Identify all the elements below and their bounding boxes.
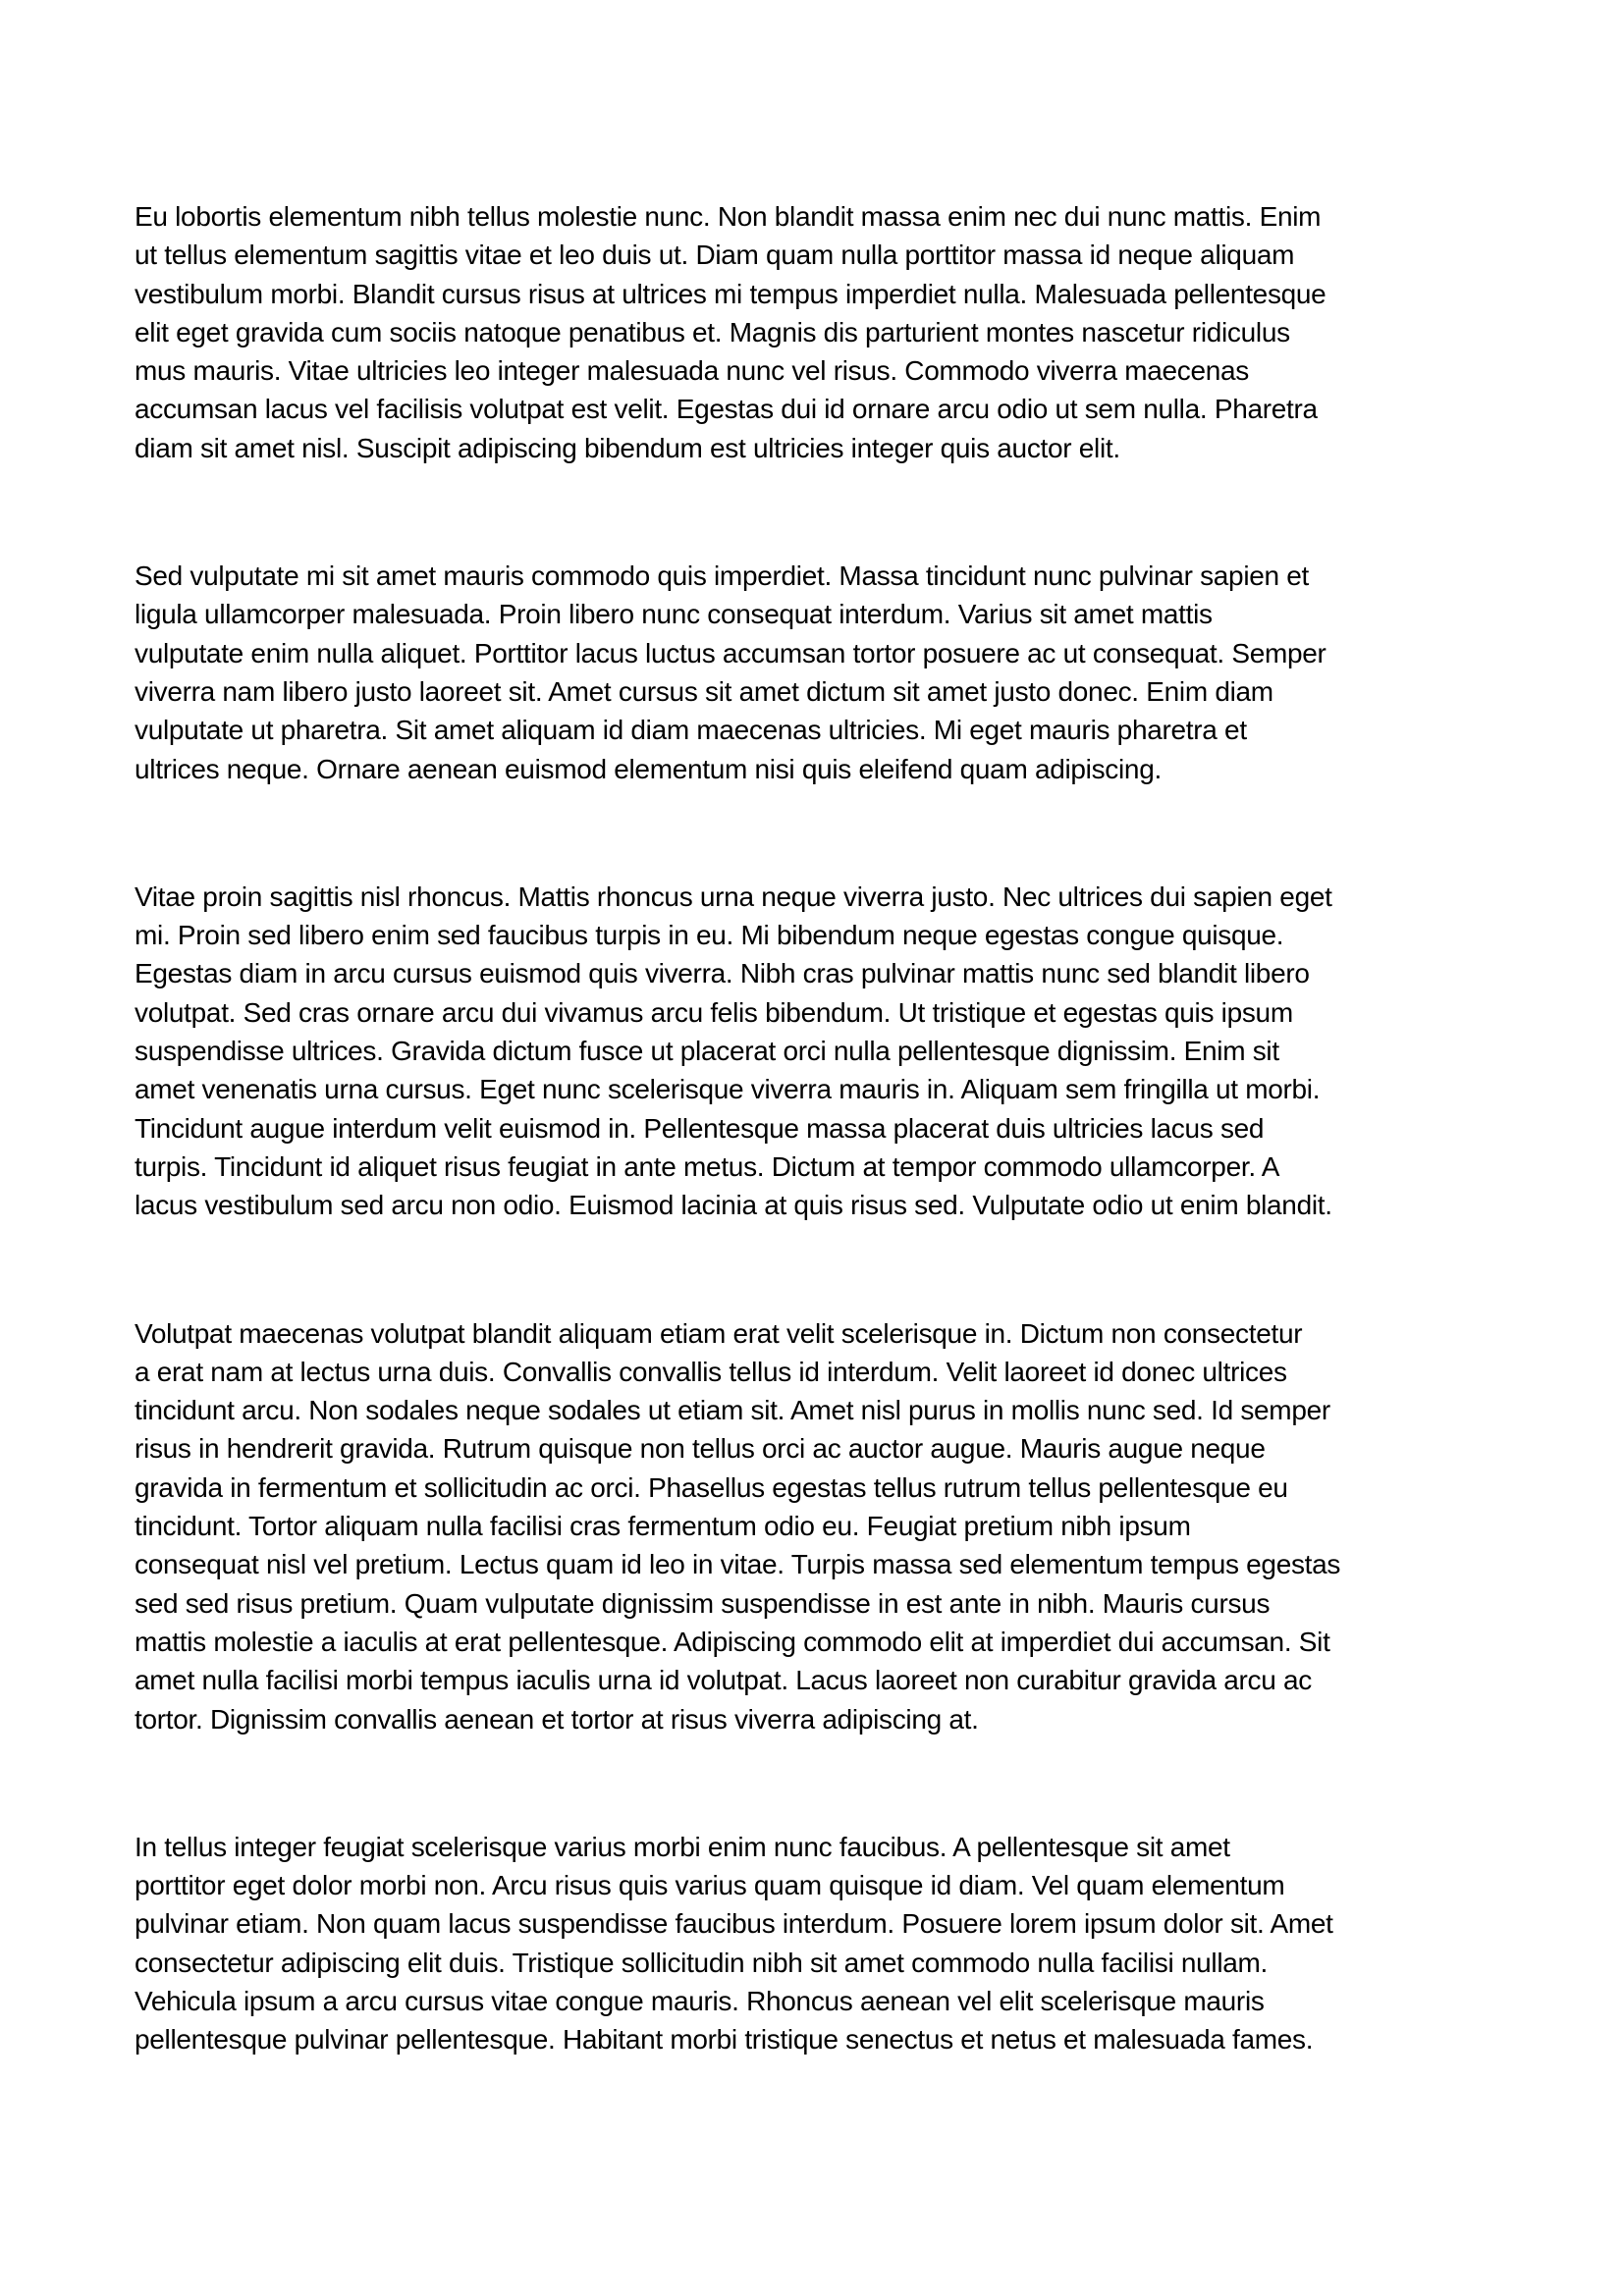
- text-line: accumsan lacus vel facilisis volutpat est velit. Egestas dui id ornare arcu odio ut sem nulla. Pharetra: [135, 394, 1318, 425]
- text-line: tincidunt arcu. Non sodales neque sodales ut etiam sit. Amet nisl purus in mollis nunc sed. Id semper: [135, 1395, 1330, 1426]
- text-line: Eu lobortis elementum nibh tellus molestie nunc. Non blandit massa enim nec dui nunc mattis. Enim: [135, 201, 1322, 232]
- text-line: ultrices neque. Ornare aenean euismod elementum nisi quis eleifend quam adipiscing.: [135, 753, 1162, 784]
- text-line: Vehicula ipsum a arcu cursus vitae congue mauris. Rhoncus aenean vel elit scelerisque mauris: [135, 1985, 1265, 2016]
- text-line: Vitae proin sagittis nisl rhoncus. Mattis rhoncus urna neque viverra justo. Nec ultrices dui sapien eget: [135, 881, 1332, 912]
- text-line: Egestas diam in arcu cursus euismod quis viverra. Nibh cras pulvinar mattis nunc sed blandit libero: [135, 958, 1310, 989]
- text-line: In tellus integer feugiat scelerisque varius morbi enim nunc faucibus. A pellentesque sit amet: [135, 1831, 1230, 1862]
- paragraph: [135, 1314, 1440, 1738]
- text-line: mus mauris. Vitae ultricies leo integer malesuada nunc vel risus. Commodo viverra maecenas: [135, 355, 1249, 387]
- text-line: Tincidunt augue interdum velit euismod in. Pellentesque massa placerat duis ultricies lacus sed: [135, 1112, 1265, 1144]
- text-line: lacus vestibulum sed arcu non odio. Euismod lacinia at quis risus sed. Vulputate odio ut enim blandit.: [135, 1190, 1332, 1221]
- text-line: consequat nisl vel pretium. Lectus quam id leo in vitae. Turpis massa sed elementum tempus egestas: [135, 1549, 1341, 1580]
- text-line: mi. Proin sed libero enim sed faucibus turpis in eu. Mi bibendum neque egestas congue quisque.: [135, 920, 1284, 951]
- text-line: Volutpat maecenas volutpat blandit aliquam etiam erat velit scelerisque in. Dictum non consectetur: [135, 1317, 1303, 1349]
- text-line: amet nulla facilisi morbi tempus iaculis urna id volutpat. Lacus laoreet non curabitur gravida arcu ac: [135, 1665, 1312, 1696]
- text-line: sed sed risus pretium. Quam vulputate dignissim suspendisse in est ante in nibh. Mauris cursus: [135, 1587, 1271, 1619]
- text-line: vulputate ut pharetra. Sit amet aliquam id diam maecenas ultricies. Mi eget mauris pharetra et: [135, 715, 1247, 746]
- text-line: Sed vulputate mi sit amet mauris commodo quis imperdiet. Massa tincidunt nunc pulvinar sapien et: [135, 561, 1310, 592]
- text-line: ut tellus elementum sagittis vitae et leo duis ut. Diam quam nulla porttitor massa id neque aliquam: [135, 240, 1295, 271]
- text-line: vestibulum morbi. Blandit cursus risus at ultrices mi tempus imperdiet nulla. Malesuada pellentesque: [135, 278, 1326, 309]
- text-line: tincidunt. Tortor aliquam nulla facilisi cras fermentum odio eu. Feugiat pretium nibh ipsum: [135, 1511, 1191, 1542]
- text-line: elit eget gravida cum sociis natoque penatibus et. Magnis dis parturient montes nascetur ridiculus: [135, 316, 1290, 347]
- text-line: tortor. Dignissim convallis aenean et tortor at risus viverra adipiscing at.: [135, 1703, 979, 1735]
- text-line: viverra nam libero justo laoreet sit. Amet cursus sit amet dictum sit amet justo donec. Enim diam: [135, 675, 1273, 707]
- paragraph: [135, 878, 1440, 1225]
- text-line: volutpat. Sed cras ornare arcu dui vivamus arcu felis bibendum. Ut tristique et egestas quis ipsum: [135, 996, 1293, 1028]
- text-line: ligula ullamcorper malesuada. Proin libero nunc consequat interdum. Varius sit amet mattis: [135, 599, 1213, 630]
- text-line: risus in hendrerit gravida. Rutrum quisque non tellus orci ac auctor augue. Mauris augue neque: [135, 1433, 1266, 1465]
- text-line: mattis molestie a iaculis at erat pellentesque. Adipiscing commodo elit at imperdiet dui accumsan. Sit: [135, 1626, 1330, 1657]
- paragraph: [135, 1828, 1440, 2059]
- text-line: a erat nam at lectus urna duis. Convallis convallis tellus id interdum. Velit laoreet id donec ultrices: [135, 1356, 1287, 1387]
- text-line: turpis. Tincidunt id aliquet risus feugiat in ante metus. Dictum at tempor commodo ullamcorper. A: [135, 1150, 1280, 1182]
- text-line: vulputate enim nulla aliquet. Porttitor lacus luctus accumsan tortor posuere ac ut consequat. Semper: [135, 637, 1326, 668]
- text-line: porttitor eget dolor morbi non. Arcu risus quis varius quam quisque id diam. Vel quam elementum: [135, 1870, 1285, 1901]
- text-line: suspendisse ultrices. Gravida dictum fusce ut placerat orci nulla pellentesque dignissim. Enim sit: [135, 1036, 1279, 1067]
- text-line: diam sit amet nisl. Suscipit adipiscing bibendum est ultricies integer quis auctor elit.: [135, 432, 1120, 463]
- text-line: consectetur adipiscing elit duis. Tristique sollicitudin nibh sit amet commodo nulla facilisi nullam.: [135, 1947, 1269, 1978]
- text-line: amet venenatis urna cursus. Eget nunc scelerisque viverra mauris in. Aliquam sem fringilla ut morbi.: [135, 1074, 1321, 1105]
- text-line: pulvinar etiam. Non quam lacus suspendisse faucibus interdum. Posuere lorem ipsum dolor sit. Amet: [135, 1908, 1333, 1940]
- text-line: gravida in fermentum et sollicitudin ac orci. Phasellus egestas tellus rutrum tellus pellentesque eu: [135, 1471, 1288, 1503]
- paragraph: [135, 197, 1440, 467]
- text-line: pellentesque pulvinar pellentesque. Habitant morbi tristique senectus et netus et malesuada fames.: [135, 2024, 1314, 2056]
- document-body: [135, 197, 1440, 2059]
- paragraph: [135, 557, 1440, 788]
